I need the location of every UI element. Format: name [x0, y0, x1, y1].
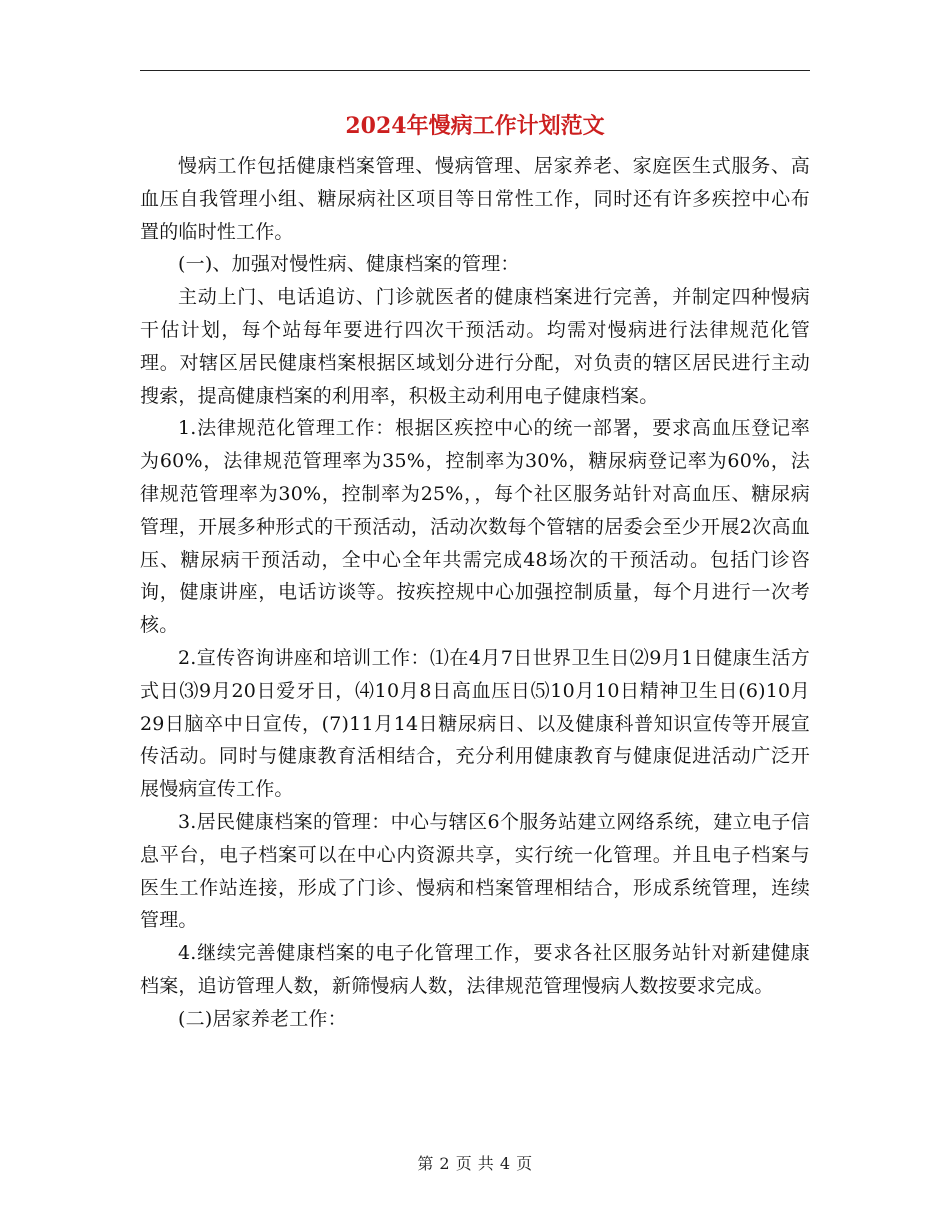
page-number-footer: 第 2 页 共 4 页 — [417, 1154, 533, 1173]
document-title: 2024年慢病工作计划范文 — [345, 113, 605, 139]
paragraph-item-1: 1.法律规范化管理工作：根据区疾控中心的统一部署，要求高血压登记率为60%，法律规范管理率为35%，控制率为30%，糖尿病登记率为60%，法律规范管理率为30%，控制率为25%，，每个社区服务站针对高血压、糖尿病管理，开展多种形式的干预活动，活动次数每个管辖的居委会至少开展2次高血压、糖尿病干预活动，全中心全年共需完成48场次的干预活动。包括门诊咨询，健康讲座，电话访谈等。按疾控规中心加强控制质量，每个月进行一次考核。 — [140, 417, 810, 637]
header-divider — [140, 70, 810, 71]
paragraph-archive-management: 主动上门、电话追访、门诊就医者的健康档案进行完善，并制定四种慢病干估计划，每个站每年要进行四次干预活动。均需对慢病进行法律规范化管理。对辖区居民健康档案根据区域划分进行分配，对负责的辖区居民进行主动搜索，提高健康档案的利用率，积极主动利用电子健康档案。 — [140, 286, 810, 407]
document-body — [140, 150, 810, 1036]
paragraph-item-2: 2.宣传咨询讲座和培训工作：⑴在4月7日世界卫生日⑵9月1日健康生活方式日⑶9月20日爱牙日，⑷10月8日高血压日⑸10月10日精神卫生日(6)10月29日脑卒中日宣传，(7)11月14日糖尿病日、以及健康科普知识宣传等开展宣传活动。同时与健康教育活相结合，充分利用健康教育与健康促进活动广泛开展慢病宣传工作。 — [140, 646, 810, 801]
paragraph-intro: 慢病工作包括健康档案管理、慢病管理、居家养老、家庭医生式服务、高血压自我管理小组、糖尿病社区项目等日常性工作，同时还有许多疾控中心布置的临时性工作。 — [140, 155, 810, 243]
paragraph-item-3: 3.居民健康档案的管理：中心与辖区6个服务站建立网络系统，建立电子信息平台，电子档案可以在中心内资源共享，实行统一化管理。并且电子档案与医生工作站连接，形成了门诊、慢病和档案管理相结合，形成系统管理，连续管理。 — [140, 810, 810, 932]
section-heading-1: (一)、加强对慢性病、健康档案的管理： — [178, 253, 520, 276]
paragraph-item-4: 4.继续完善健康档案的电子化管理工作，要求各社区服务站针对新建健康档案，追访管理人数，新筛慢病人数，法律规范管理慢病人数按要求完成。 — [140, 942, 810, 997]
section-heading-2: (二)居家养老工作： — [178, 1007, 347, 1030]
